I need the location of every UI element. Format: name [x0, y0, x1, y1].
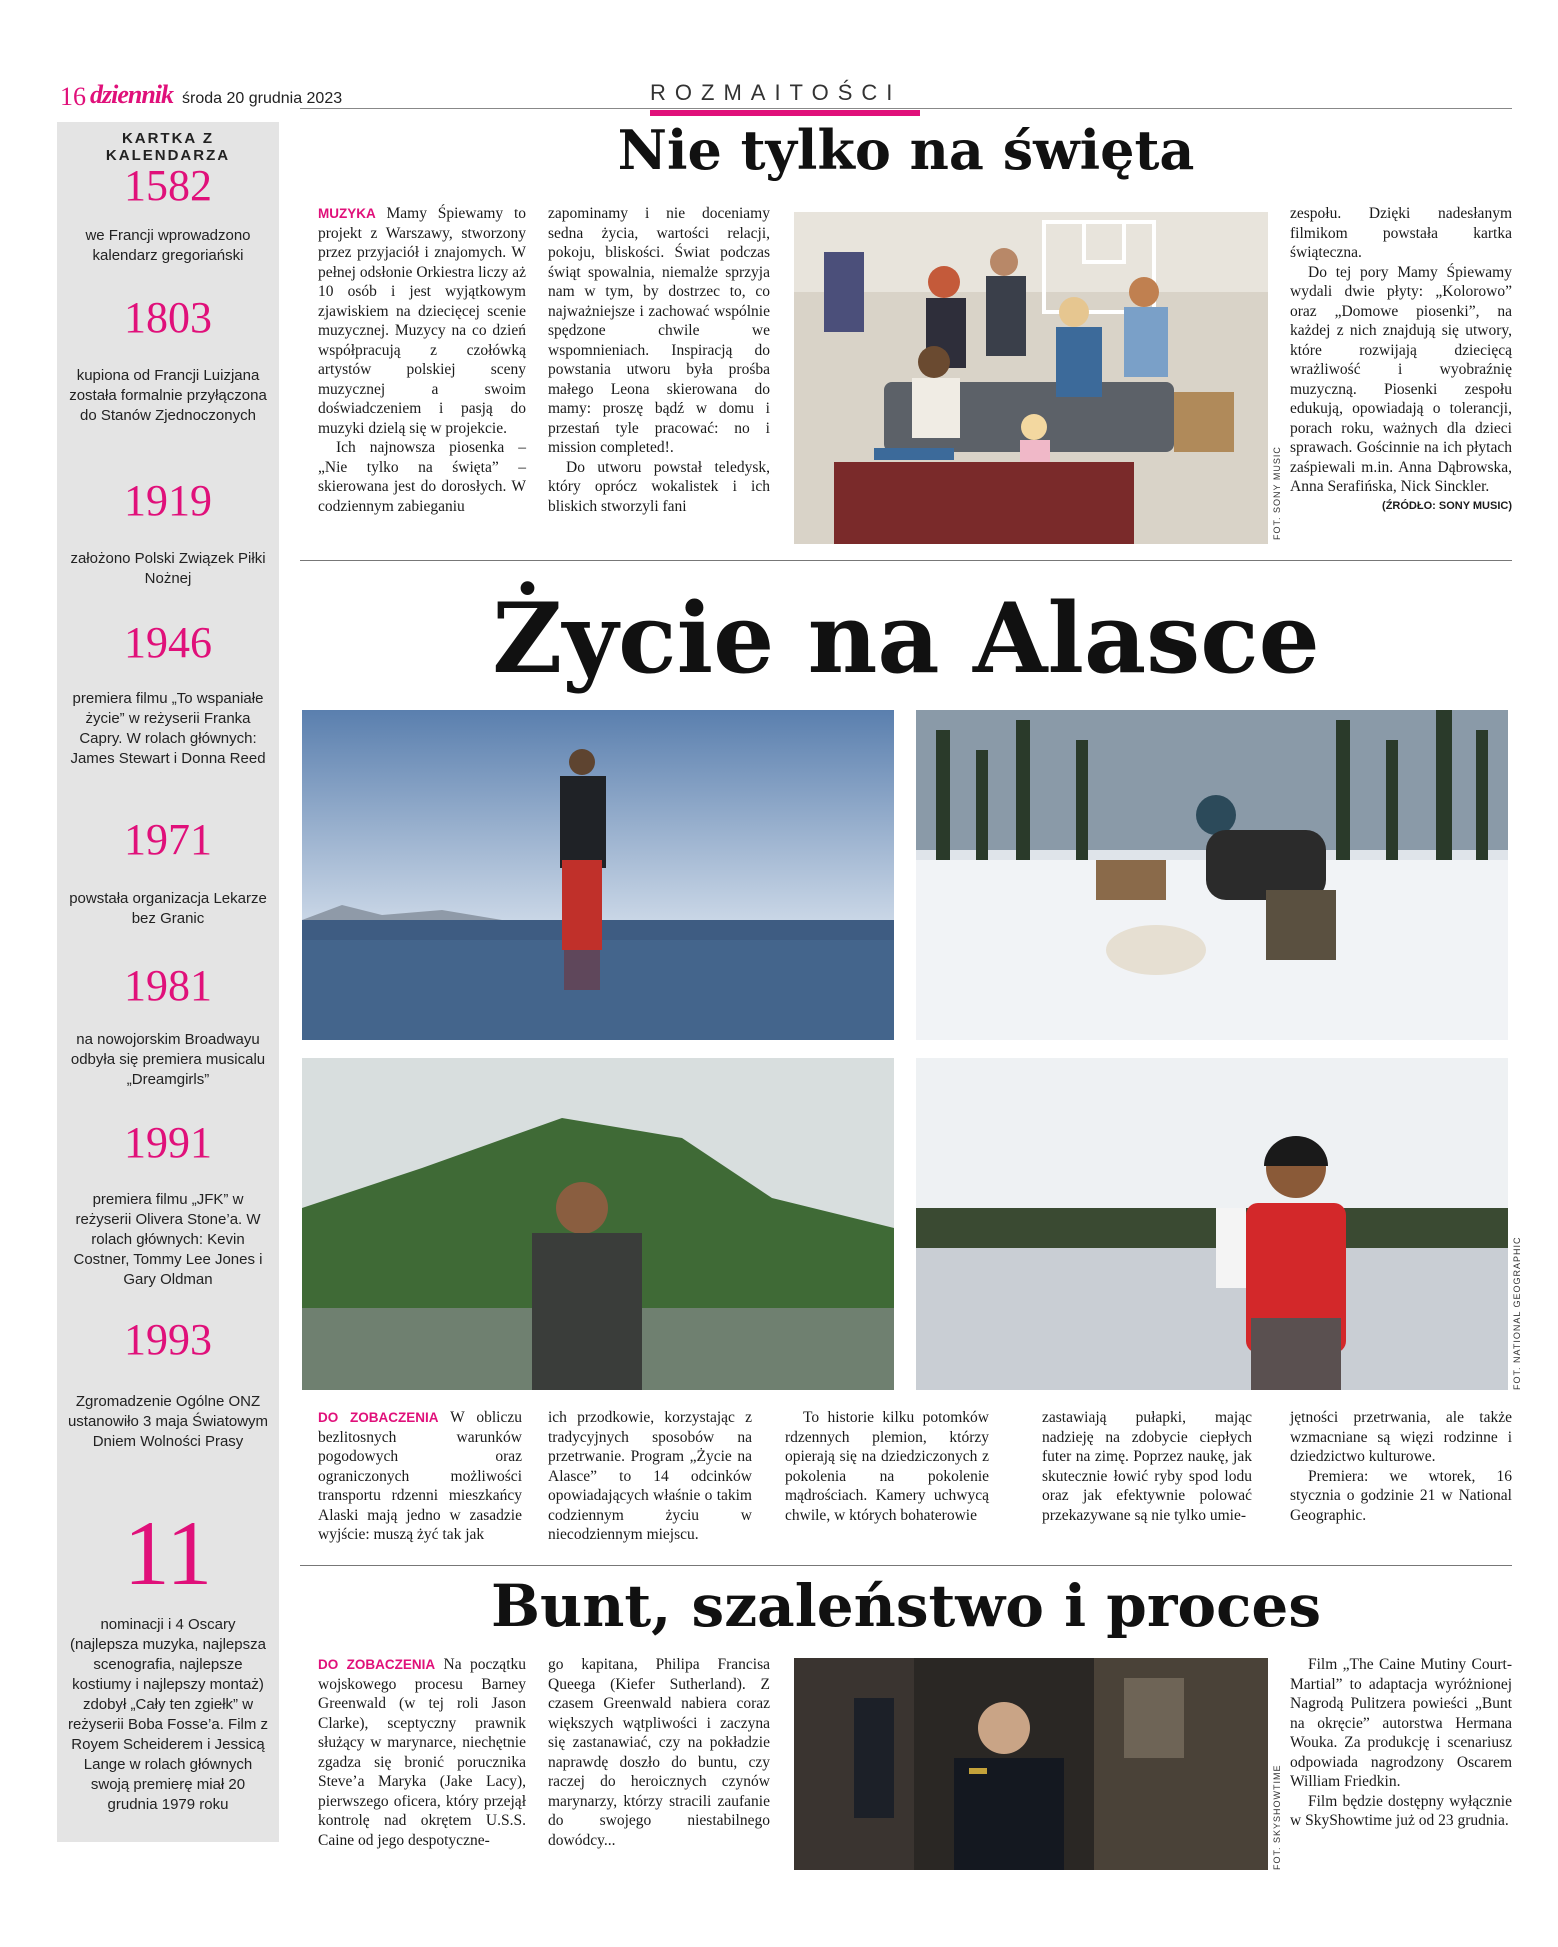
article1-column-1: [318, 204, 526, 516]
film-still-photo: [794, 1658, 1268, 1870]
alaska-photo-snow: [916, 710, 1508, 1040]
article1-text: Do tej pory Mamy Śpiewamy wydali dwie płyty: „Kolorowo” oraz „Domowe piosenki”, na każdej z nich znajdują się utwory, które rozwijają dziecięcą wrażliwość i wyobraźnię muzyczną. Piosenki zespołu edukują, opowiadają o tolerancji, porach roku, ważnych dla dzieci sprawach. Gościnnie na ich płytach zaśpiewali m.in. Anna Dąbrowska, Anna Serafińska, Nick Sinckler.: [1290, 263, 1512, 495]
calendar-event: na nowojorskim Broadwayu odbyła się premiera musicalu „Dreamgirls”: [70, 1031, 266, 1088]
article1-photo-credit: FOT. SONY MUSIC: [1272, 446, 1282, 540]
article1-column-2: [548, 204, 770, 516]
article1-title: Nie tylko na święta: [617, 118, 1195, 182]
article1-text: zespołu. Dzięki nadesłanym filmikom powstała kartka świąteczna.: [1290, 205, 1512, 261]
calendar-sidebar: [57, 122, 279, 1842]
article2-column-2: [548, 1408, 752, 1545]
calendar-year: 1991: [124, 1118, 212, 1167]
article1-text: zapominamy i nie doceniamy sedna życia, wartości relacji, pokoju, bliskości. Świat podczas świąt spowalnia, niemalże sprzyja nam w tym, by dostrzec to, co najważniejsze i zachować wspólnie spędzone chwile we wspomnieniach. Inspiracją do powstania utworu była prośba małego Leona skierowana do mamy: proszę bądź w domu i przestań tyle pracować: no i mission completed!.: [548, 205, 770, 456]
article3-text: Na początku wojskowego procesu Barney Greenwald (w tej roli Jason Clarke), sceptyczny prawnik służący w marynarce, niechętnie zgadza się bronić porucznika Steve’a Maryka (Jake Lacy), pierwszego oficera, który przejął kontrolę nad okrętem U.S.S. Caine od jego despotyczne-: [318, 1656, 526, 1849]
calendar-event: powstała organizacja Lekarze bez Granic: [69, 890, 267, 927]
calendar-year: 1919: [124, 476, 212, 525]
calendar-year: 1981: [124, 961, 212, 1010]
article2-column-4: [1042, 1408, 1252, 1525]
article2-title: Życie na Alasce: [492, 582, 1320, 695]
article2-column-1: [318, 1408, 522, 1545]
article2-photo-credit: FOT. NATIONAL GEOGRAPHIC: [1512, 1236, 1522, 1390]
page-number: 16: [60, 82, 86, 111]
calendar-year: 1582: [124, 161, 212, 210]
highlight-text: nominacji i 4 Oscary (najlepsza muzyka, najlepsza scenografia, najlepsze kostiumy i najlepszy montaż) zdobył „Cały ten zgiełk” w reżyserii Boba Fosse’a. Film z Royem Scheiderem i Jessicą Lange w rolach głównych swoją premierę miał 20 grudnia 1979 roku: [67, 1616, 269, 1813]
calendar-year: 1971: [124, 815, 212, 864]
newspaper-logo: dziennik: [90, 80, 174, 109]
article3-column-2: [548, 1655, 770, 1850]
article2-text: Premiera: we wtorek, 16 stycznia o godzinie 21 w National Geographic.: [1290, 1467, 1512, 1524]
article3-text: go kapitana, Philipa Francisa Queega (Kiefer Sutherland). Z czasem Greenwald nabiera coraz większych wątpliwości i zaczyna się zastanawiać, czy na pokładzie naprawdę doszło do buntu, czy raczej do heroicznych czynów marynarzy, którzy stracili zaufanie do swojego niestabilnego dowódcy...: [548, 1656, 770, 1849]
article1-kicker: MUZYKA: [318, 206, 376, 221]
article2-column-5: [1290, 1408, 1512, 1525]
calendar-event: we Francji wprowadzono kalendarz gregoriański: [85, 227, 251, 264]
article-divider: [300, 560, 1512, 561]
article2-column-3: [785, 1408, 989, 1525]
article1-column-3: [1290, 204, 1512, 516]
article1-text: Ich najnowsza piosenka – „Nie tylko na święta” – skierowana jest do dorosłych. W codziennym zabieganiu: [318, 439, 526, 515]
sidebar-title: KARTKA Z KALENDARZA: [105, 130, 231, 164]
article3-text: Film „The Caine Mutiny Court-Martial” to adaptacja wyróżnionej Nagrodą Pulitzera powieści „Bunt na okręcie” autorstwa Hermana Wouka. Za produkcję i scenariusz odpowiada nagrodzony Oscarem William Friedkin.: [1290, 1656, 1512, 1790]
article2-text: W obliczu bezlitosnych warunków pogodowych oraz ograniczonych możliwości transportu rdzenni mieszkańcy Alaski mają jedno w zasadzie wyjście: muszą żyć tak jak: [318, 1409, 522, 1543]
highlight-number: 11: [123, 1502, 213, 1604]
calendar-year: 1946: [124, 618, 212, 667]
issue-date: środa 20 grudnia 2023: [182, 90, 343, 107]
calendar-event: Zgromadzenie Ogólne ONZ ustanowiło 3 maja Światowym Dniem Wolności Prasy: [67, 1393, 269, 1450]
alaska-photo-lake: [302, 710, 894, 1040]
calendar-event: premiera filmu „To wspaniałe życie” w reżyserii Franka Capry. W rolach głównych: James Stewart i Donna Reed: [70, 690, 266, 767]
article2-text: jętności przetrwania, ale także wzmacniane są więzi rodzinne i dziedzictwo kulturowe.: [1290, 1409, 1512, 1465]
article3-kicker: DO ZOBACZENIA: [318, 1657, 436, 1672]
section-accent-bar: [650, 110, 920, 116]
article2-text: ich przodkowie, korzystając z tradycyjnych sposobów na przetrwanie. Program „Życie na Alasce” to 14 odcinków opowiadających właśnie o takim codziennym życiu w niecodziennym miejscu.: [548, 1409, 752, 1543]
article3-title: Bunt, szaleństwo i proces: [491, 1572, 1321, 1640]
alaska-photo-mountain: [302, 1058, 894, 1390]
article1-text: Mamy Śpiewamy to projekt z Warszawy, stworzony przez przyjaciół i znajomych. W pełnej odsłonie Orkiestra liczy aż 10 osób i jest wyjątkowym zjawiskiem na dziecięcej scenie muzycznej. Muzycy na co dzień współpracują z czołówką artystów polskiej sceny muzycznej a swoim doświadczeniem i pasją do muzyki dzielą się w projekcie.: [318, 205, 526, 437]
article1-source: (ŹRÓDŁO: SONY MUSIC): [1382, 499, 1512, 512]
alaska-photo-child: [916, 1058, 1508, 1390]
article3-column-1: [318, 1655, 526, 1850]
article3-photo-credit: FOT. SKYSHOWTIME: [1272, 1764, 1282, 1870]
article3-text: Film będzie dostępny wyłącznie w SkyShowtime już od 23 grudnia.: [1290, 1792, 1512, 1829]
calendar-event: premiera filmu „JFK” w reżyserii Olivera Stone’a. W rolach głównych: Kevin Costner, Tommy Lee Jones i Gary Oldman: [73, 1191, 263, 1288]
article3-column-3: [1290, 1655, 1512, 1831]
calendar-year: 1803: [124, 293, 212, 342]
header-rule: [300, 108, 1512, 109]
article-divider: [300, 1565, 1512, 1566]
article1-text: Do utworu powstał teledysk, który oprócz wokalistek i ich bliskich stworzyli fani: [548, 458, 770, 515]
calendar-year: 1993: [124, 1315, 212, 1364]
article2-text: To historie kilku potomków rdzennych plemion, którzy opierają się na dziedziczonych z pokolenia na pokolenie mądrościach. Kamery uchwycą chwile, w których bohaterowie: [785, 1409, 989, 1524]
band-photo: [794, 212, 1268, 544]
calendar-event: założono Polski Związek Piłki Nożnej: [70, 550, 266, 587]
calendar-event: kupiona od Francji Luizjana została formalnie przyłączona do Stanów Zjednoczonych: [69, 367, 267, 424]
section-title: ROZMAITOŚCI: [650, 80, 902, 105]
article2-text: zastawiają pułapki, mając nadzieję na zdobycie ciepłych futer na zimę. Poprzez naukę, jak skutecznie łowić ryby spod lodu oraz jak efektywnie polować przekazywane są nie tylko umie-: [1042, 1409, 1252, 1524]
article2-kicker: DO ZOBACZENIA: [318, 1410, 439, 1425]
